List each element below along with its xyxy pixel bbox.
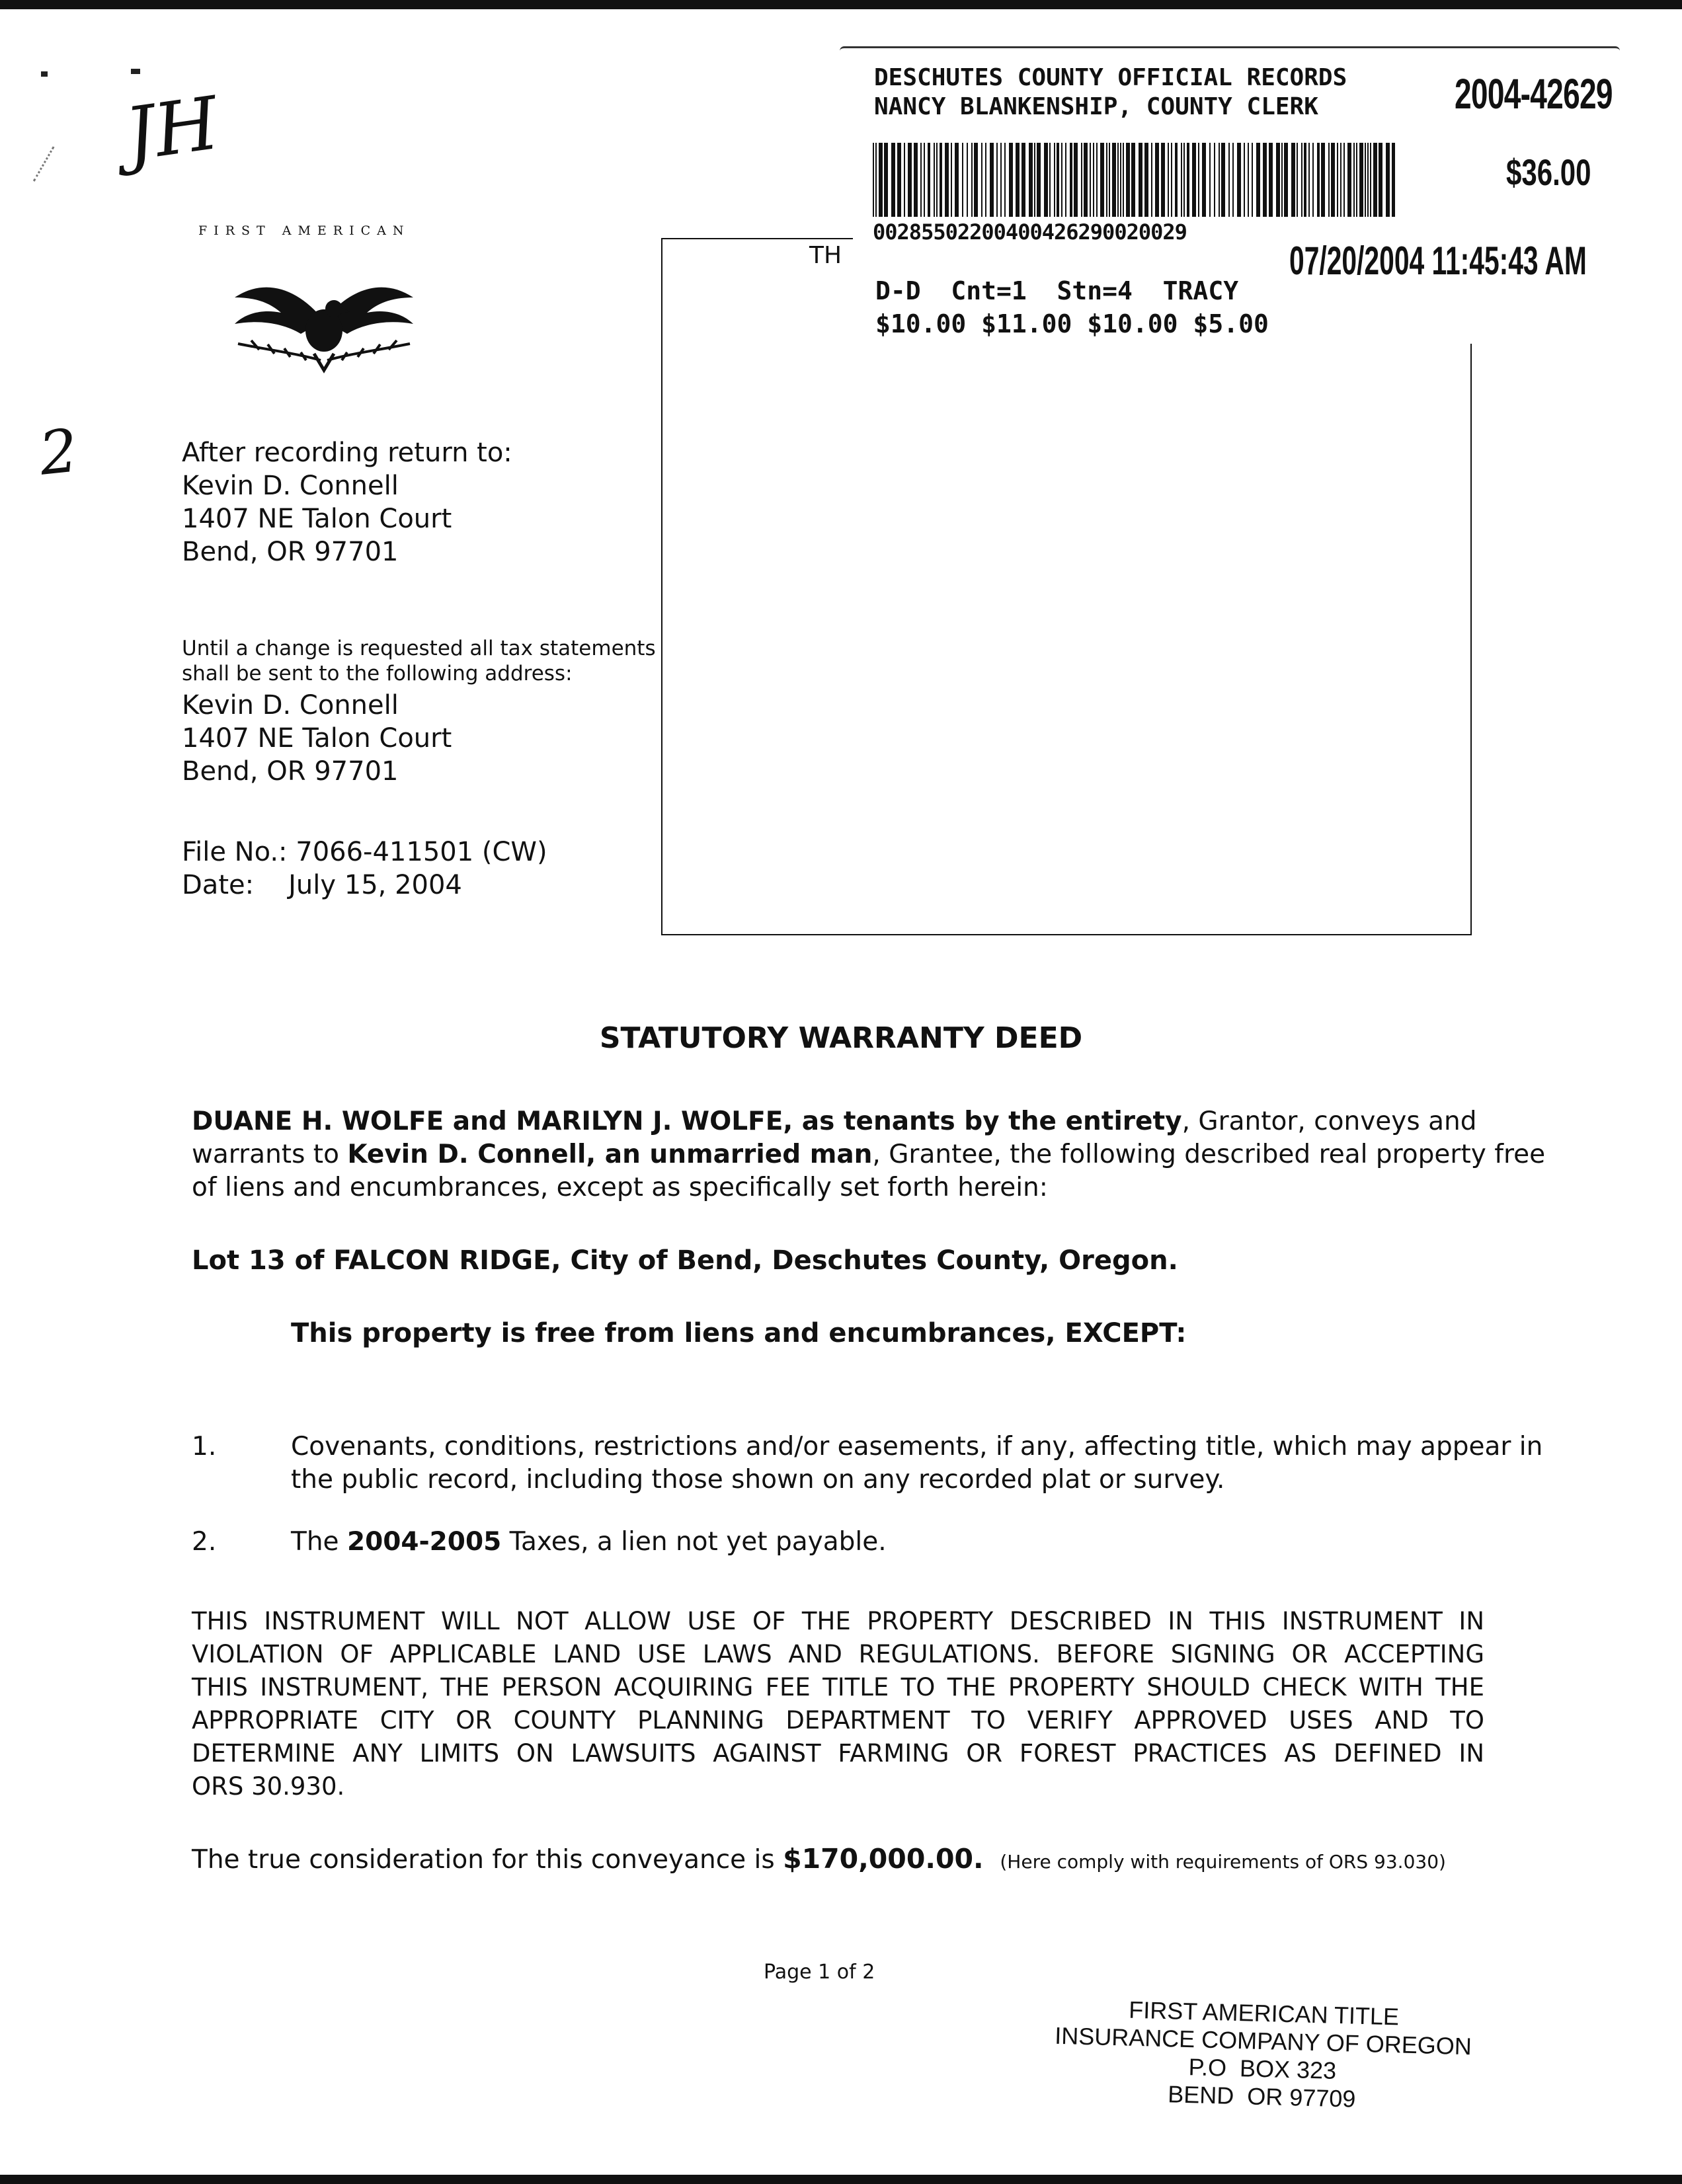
barcode-bar (1367, 143, 1369, 217)
deed-title: STATUTORY WARRANTY DEED (599, 1021, 1083, 1055)
scan-speck (41, 71, 48, 77)
grantor-names: DUANE H. WOLFE and MARILYN J. WOLFE, as tenants by the entirety (192, 1107, 1182, 1136)
barcode-bar (1304, 143, 1306, 217)
barcode-number: 00285502200400426290020029 (873, 219, 1187, 245)
barcode-bar (1340, 143, 1342, 217)
recording-timestamp: 07/20/2004 11:45:43 AM (1289, 239, 1587, 283)
barcode-bar (1161, 143, 1165, 217)
warning-line: THIS INSTRUMENT, THE PERSON ACQUIRING FEE TITLE TO THE PROPERTY SHOULD CHECK WITH THE (192, 1673, 1484, 1701)
barcode-bar (955, 143, 959, 217)
barcode-bar (1021, 143, 1025, 217)
return-to-block (182, 436, 512, 568)
company-city: BEND OR 97709 (1167, 2080, 1356, 2113)
barcode-bar (884, 143, 888, 217)
tax-address-name: Kevin D. Connell (182, 690, 399, 721)
barcode-bar (945, 143, 949, 217)
grantee-text: , Grantee, the following described real property free (872, 1140, 1546, 1169)
barcode-bar (1209, 143, 1211, 217)
barcode-bar (1219, 143, 1220, 217)
barcode-bar (981, 143, 982, 217)
first-american-seal (198, 223, 450, 380)
return-to-city: Bend, OR 97701 (182, 537, 399, 567)
barcode-bar (967, 143, 968, 217)
tax-address-street: 1407 NE Talon Court (182, 723, 452, 754)
barcode-bar (1214, 143, 1215, 217)
barcode-bar (1187, 143, 1189, 217)
barcode-bar (1347, 143, 1351, 217)
warning-line: VIOLATION OF APPLICABLE LAND USE LAWS AND REGULATIONS. BEFORE SIGNING OR ACCEPTING (192, 1640, 1484, 1668)
barcode-bar (934, 143, 935, 217)
handwritten-mark: 2 (36, 416, 81, 489)
scan-border-bottom (0, 2175, 1682, 2184)
barcode-bar (897, 143, 901, 217)
company-name-line2: INSURANCE COMPANY OF OREGON (1054, 2021, 1472, 2060)
barcode-bar (1301, 143, 1302, 217)
barcode-bar (971, 143, 973, 217)
barcode-bar (1144, 143, 1148, 217)
eagle-logo-icon (198, 223, 450, 380)
barcode-bar (1331, 143, 1335, 217)
return-to-heading: After recording return to: (182, 438, 512, 468)
tax-note-line2: shall be sent to the following address: (182, 662, 573, 685)
barcode-bar (940, 143, 942, 217)
barcode-bar (908, 143, 912, 217)
barcode-bar (1221, 143, 1225, 217)
grantee-names: Kevin D. Connell, an unmarried man (347, 1140, 873, 1169)
barcode-bar (1181, 143, 1182, 217)
recording-box-fragment: TH (809, 242, 842, 269)
stamp-label-edge (840, 46, 1620, 51)
barcode-bar (1337, 143, 1338, 217)
consideration-note: (Here comply with requirements of ORS 93.030) (1000, 1851, 1446, 1873)
barcode-bar (1009, 143, 1013, 217)
barcode-bar (1074, 143, 1078, 217)
barcode-bar (1029, 143, 1033, 217)
barcode-bar (1004, 143, 1006, 217)
file-info (182, 836, 547, 902)
exception-text-line1: Covenants, conditions, restrictions and/or easements, if any, affecting title, which may appear in (291, 1432, 1543, 1462)
tax-statement-note (182, 636, 656, 686)
barcode-bar (1202, 143, 1206, 217)
barcode-bar (1269, 143, 1273, 217)
file-number-label: File No.: (182, 837, 288, 867)
return-to-name: Kevin D. Connell (182, 471, 399, 501)
recorder-clerk: NANCY BLANKENSHIP, COUNTY CLERK (874, 93, 1318, 120)
return-to-street: 1407 NE Talon Court (182, 504, 452, 534)
barcode-bar (904, 143, 905, 217)
exception-text-line2: the public record, including those shown on any recorded plat or survey. (291, 1465, 1225, 1495)
barcode-icon (873, 143, 1395, 217)
scan-speck (131, 69, 140, 74)
barcode-bar (1263, 143, 1267, 217)
barcode-bar (1183, 143, 1185, 217)
barcode-bar (1232, 143, 1234, 217)
barcode-bar (1228, 143, 1230, 217)
barcode-bar (1139, 143, 1142, 217)
barcode-bar (891, 143, 895, 217)
file-number: 7066-411501 (CW) (296, 837, 547, 867)
barcode-bar (1281, 143, 1283, 217)
barcode-bar (1171, 143, 1172, 217)
barcode-bar (1084, 143, 1088, 217)
barcode-bar (1100, 143, 1104, 217)
barcode-bar (1155, 143, 1159, 217)
barcode-bar (1353, 143, 1355, 217)
exception-number: 1. (192, 1432, 217, 1462)
barcode-bar (1321, 143, 1325, 217)
consideration-line (192, 1843, 1446, 1875)
company-po-box: P.O BOX 323 (1188, 2053, 1337, 2084)
barcode-bar (1096, 143, 1098, 217)
barcode-bar (1151, 143, 1152, 217)
barcode-bar (1328, 143, 1330, 217)
barcode-bar (1192, 143, 1196, 217)
barcode-bar (1248, 143, 1249, 217)
warrants-to-text: warrants to (192, 1140, 348, 1169)
handwritten-initials: JH (120, 80, 224, 178)
legal-description: Lot 13 of FALCON RIDGE, City of Bend, Deschutes County, Oregon. (192, 1245, 1178, 1276)
barcode-bar (1120, 143, 1121, 217)
consideration-text: The true consideration for this conveyance is (192, 1845, 783, 1875)
barcode-bar (1057, 143, 1059, 217)
barcode-bar (1000, 143, 1002, 217)
barcode-bar (924, 143, 925, 217)
barcode-bar (1386, 143, 1390, 217)
company-address-stamp (1030, 1994, 1496, 2117)
barcode-bar (1379, 143, 1382, 217)
barcode-bar (1317, 143, 1320, 217)
barcode-bar (1291, 143, 1295, 217)
barcode-bar (875, 143, 877, 217)
record-number: 2004-42629 (1455, 70, 1613, 118)
barcode-bar (1312, 143, 1314, 217)
barcode-bar (873, 143, 874, 217)
barcode-bar (1343, 143, 1345, 217)
barcode-bar (1065, 143, 1066, 217)
liens-line: of liens and encumbrances, except as specifically set forth herein: (192, 1173, 1048, 1202)
warning-line: THIS INSTRUMENT WILL NOT ALLOW USE OF THE PROPERTY DESCRIBED IN THIS INSTRUMENT IN (192, 1607, 1484, 1635)
barcode-bar (1359, 143, 1363, 217)
barcode-bar (1070, 143, 1072, 217)
barcode-bar (1044, 143, 1048, 217)
recorder-office: DESCHUTES COUNTY OFFICIAL RECORDS (874, 64, 1347, 91)
consideration-amount: $170,000.00. (783, 1843, 984, 1875)
barcode-bar (1276, 143, 1280, 217)
warning-line: ORS 30.930. (192, 1772, 345, 1801)
barcode-bar (1131, 143, 1135, 217)
barcode-bar (1308, 143, 1310, 217)
exception-number: 2. (192, 1527, 217, 1557)
barcode-bar (1054, 143, 1055, 217)
grant-paragraph (192, 1105, 1545, 1204)
barcode-bar (996, 143, 998, 217)
warning-line: APPROPRIATE CITY OR COUNTY PLANNING DEPARTMENT TO VERIFY APPROVED USES AND TO (192, 1706, 1484, 1735)
barcode-bar (914, 143, 918, 217)
barcode-bar (1370, 143, 1371, 217)
exception-text: The 2004-2005 Taxes, a lien not yet payable. (291, 1527, 887, 1557)
barcode-bar (1106, 143, 1107, 217)
tax-years: 2004-2005 (346, 1527, 502, 1557)
barcode-bar (1252, 143, 1253, 217)
barcode-bar (1373, 143, 1377, 217)
grantor-text: , Grantor, conveys and (1181, 1107, 1477, 1136)
barcode-bar (974, 143, 978, 217)
seal-arc-text: FIRST AMERICAN (198, 223, 411, 238)
barcode-bar (1365, 143, 1366, 217)
barcode-bar (920, 143, 922, 217)
barcode-bar (1061, 143, 1062, 217)
barcode-bar (1037, 143, 1041, 217)
barcode-bar (1126, 143, 1130, 217)
barcode-bar (936, 143, 938, 217)
barcode-bar (1112, 143, 1116, 217)
faint-pencil-mark (33, 146, 77, 194)
barcode-bar (1034, 143, 1035, 217)
barcode-bar (1049, 143, 1051, 217)
fee-total: $36.00 (1506, 151, 1591, 193)
barcode-bar (990, 143, 994, 217)
barcode-bar (1168, 143, 1169, 217)
barcode-bar (1392, 143, 1395, 217)
barcode-bar (1093, 143, 1094, 217)
barcode-bar (1356, 143, 1357, 217)
tax-address-city: Bend, OR 97701 (182, 756, 399, 787)
barcode-bar (1117, 143, 1119, 217)
barcode-bar (1016, 143, 1020, 217)
barcode-bar (1123, 143, 1124, 217)
barcode-bar (962, 143, 963, 217)
barcode-bar (951, 143, 952, 217)
barcode-bar (1090, 143, 1091, 217)
tax-address-block (182, 689, 452, 788)
barcode-bar (879, 143, 883, 217)
barcode-bar (1237, 143, 1241, 217)
barcode-bar (928, 143, 930, 217)
scan-border-top (0, 0, 1682, 9)
date-label: Date: (182, 870, 255, 900)
barcode-bar (1256, 143, 1260, 217)
tax-note-line1: Until a change is requested all tax statements (182, 637, 656, 660)
deed-date: July 15, 2004 (288, 870, 462, 900)
recording-fees: $10.00 $11.00 $10.00 $5.00 (875, 309, 1269, 338)
barcode-bar (1198, 143, 1199, 217)
warning-line: DETERMINE ANY LIMITS ON LAWSUITS AGAINST FARMING OR FOREST PRACTICES AS DEFINED IN (192, 1739, 1484, 1768)
barcode (873, 143, 1395, 217)
exceptions-heading: This property is free from liens and encumbrances, EXCEPT: (291, 1318, 1187, 1348)
barcode-bar (1109, 143, 1110, 217)
page-number: Page 1 of 2 (764, 1961, 875, 1984)
barcode-bar (985, 143, 986, 217)
company-name-line1: FIRST AMERICAN TITLE (1128, 1996, 1400, 2031)
barcode-bar (1297, 143, 1298, 217)
barcode-bar (1081, 143, 1082, 217)
barcode-bar (1175, 143, 1178, 217)
barcode-bar (1284, 143, 1288, 217)
barcode-bar (1244, 143, 1245, 217)
land-use-warning (192, 1605, 1484, 1803)
recording-line-codes: D-D Cnt=1 Stn=4 TRACY (875, 276, 1239, 305)
